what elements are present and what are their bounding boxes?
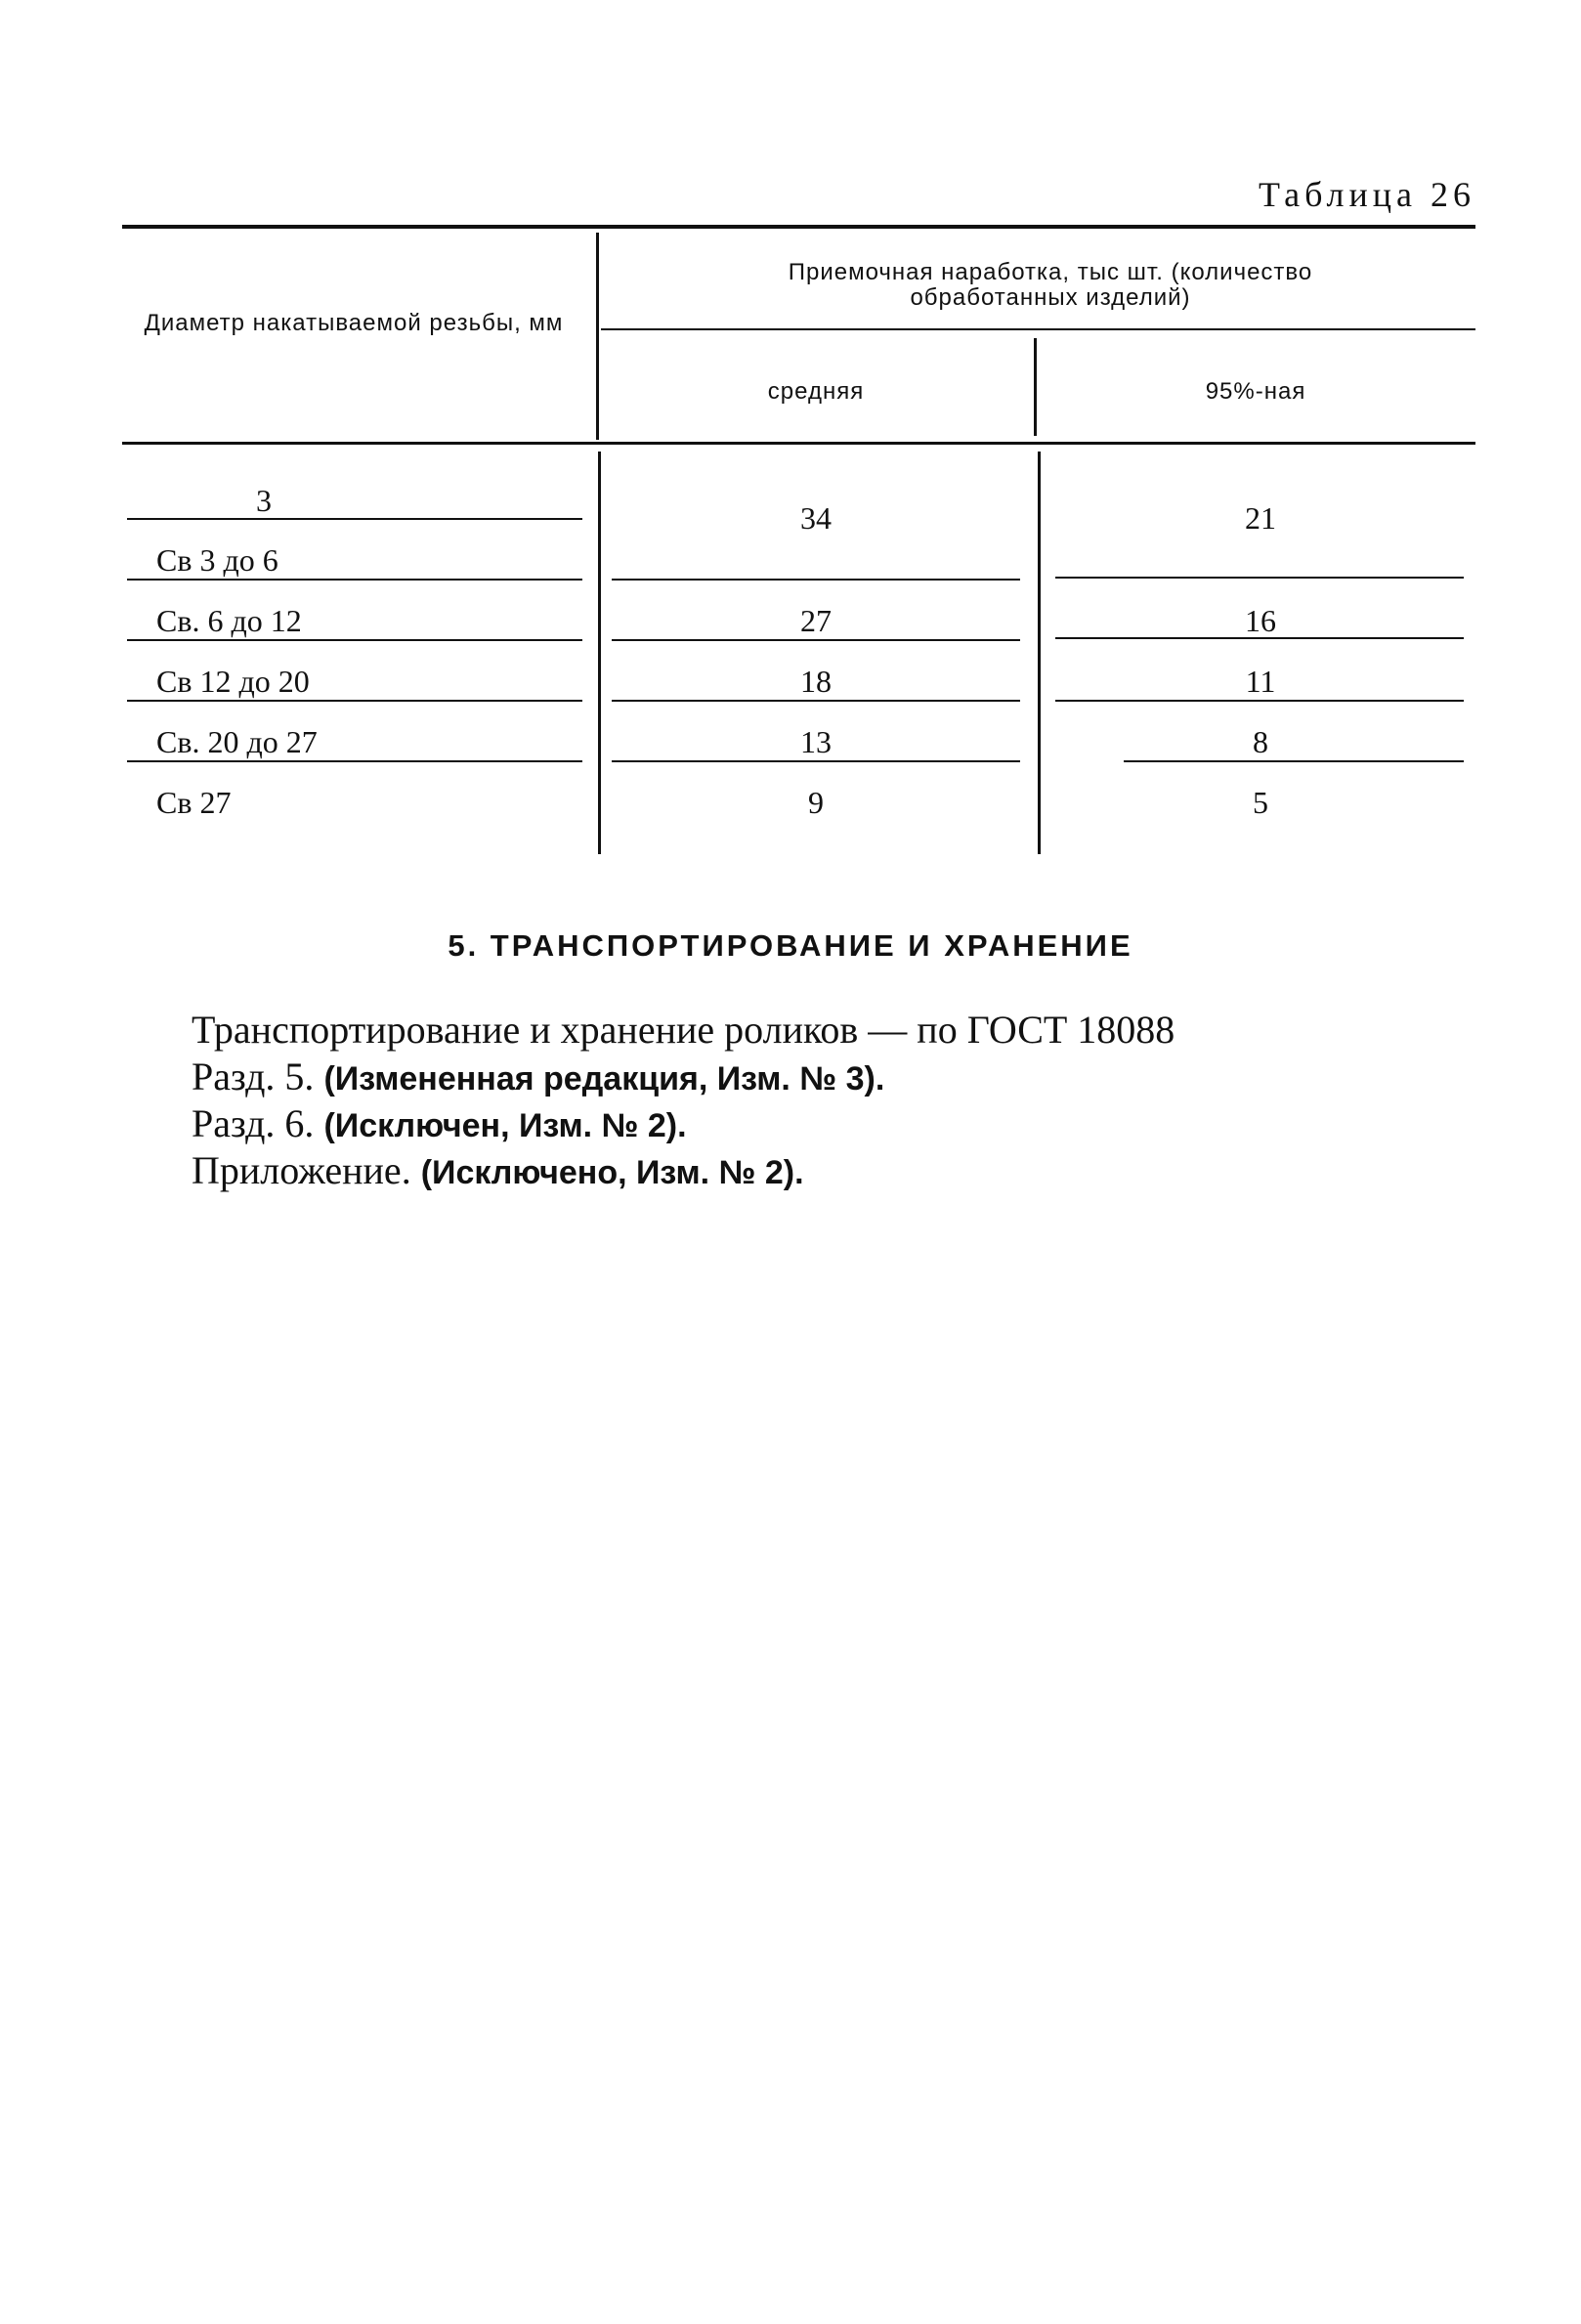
header-divider-middle xyxy=(1034,338,1037,436)
table-top-rule xyxy=(122,225,1475,229)
amendment-line xyxy=(192,1100,1481,1149)
row-rule xyxy=(127,518,582,520)
row-label: Св 12 до 20 xyxy=(156,664,310,699)
mean-value: 9 xyxy=(808,785,824,820)
amendment-note: (Исключено, Изм. № 2). xyxy=(420,1154,804,1191)
table-caption: Таблица 26 xyxy=(1259,175,1475,214)
p95-value: 5 xyxy=(1253,785,1268,820)
row-label: Св. 6 до 12 xyxy=(156,603,302,638)
amendment-line xyxy=(192,1147,1481,1196)
diameter-column-header: Диаметр накатываемой резьбы, мм xyxy=(144,310,564,336)
mean-value: 18 xyxy=(800,664,832,699)
row-label: Св 27 xyxy=(156,785,232,820)
paragraph-text: Транспортирование и хранение роликов — по ГОСТ 18088 xyxy=(192,1008,1175,1052)
row-rule xyxy=(1055,577,1464,579)
body-divider-left xyxy=(598,452,601,854)
mean-column-header: средняя xyxy=(767,378,865,405)
section-title: 5. ТРАНСПОРТИРОВАНИЕ И ХРАНЕНИЕ xyxy=(448,928,1133,963)
section-paragraph xyxy=(192,1007,1481,1054)
mean-value: 13 xyxy=(800,724,832,759)
p95-value: 11 xyxy=(1245,664,1276,699)
amendment-note: (Исключен, Изм. № 2). xyxy=(323,1107,687,1144)
row-label: Св. 20 до 27 xyxy=(156,724,318,759)
header-bottom-rule xyxy=(122,442,1475,445)
p95-column-header: 95%-ная xyxy=(1205,378,1306,405)
header-divider-left xyxy=(596,233,599,440)
p95-value: 16 xyxy=(1245,603,1276,638)
amendment-note: (Измененная редакция, Изм. № 3). xyxy=(323,1060,885,1097)
group-column-header: Приемочная наработка, тыс шт. (количество обработанных изделий) xyxy=(788,259,1313,311)
amendment-ref: Разд. 5. xyxy=(192,1054,315,1098)
row-label: Св 3 до 6 xyxy=(156,542,278,578)
body-divider-right xyxy=(1038,452,1041,854)
p95-value: 21 xyxy=(1245,500,1276,536)
amendment-ref: Приложение. xyxy=(192,1148,411,1192)
amendment-line xyxy=(192,1054,1481,1102)
p95-value: 8 xyxy=(1253,724,1268,759)
row-rule xyxy=(612,579,1020,581)
mean-value: 34 xyxy=(800,500,832,536)
mean-value: 27 xyxy=(800,603,832,638)
row-label: 3 xyxy=(256,483,272,518)
amendment-ref: Разд. 6. xyxy=(192,1101,315,1145)
header-subgroup-rule xyxy=(601,328,1475,330)
